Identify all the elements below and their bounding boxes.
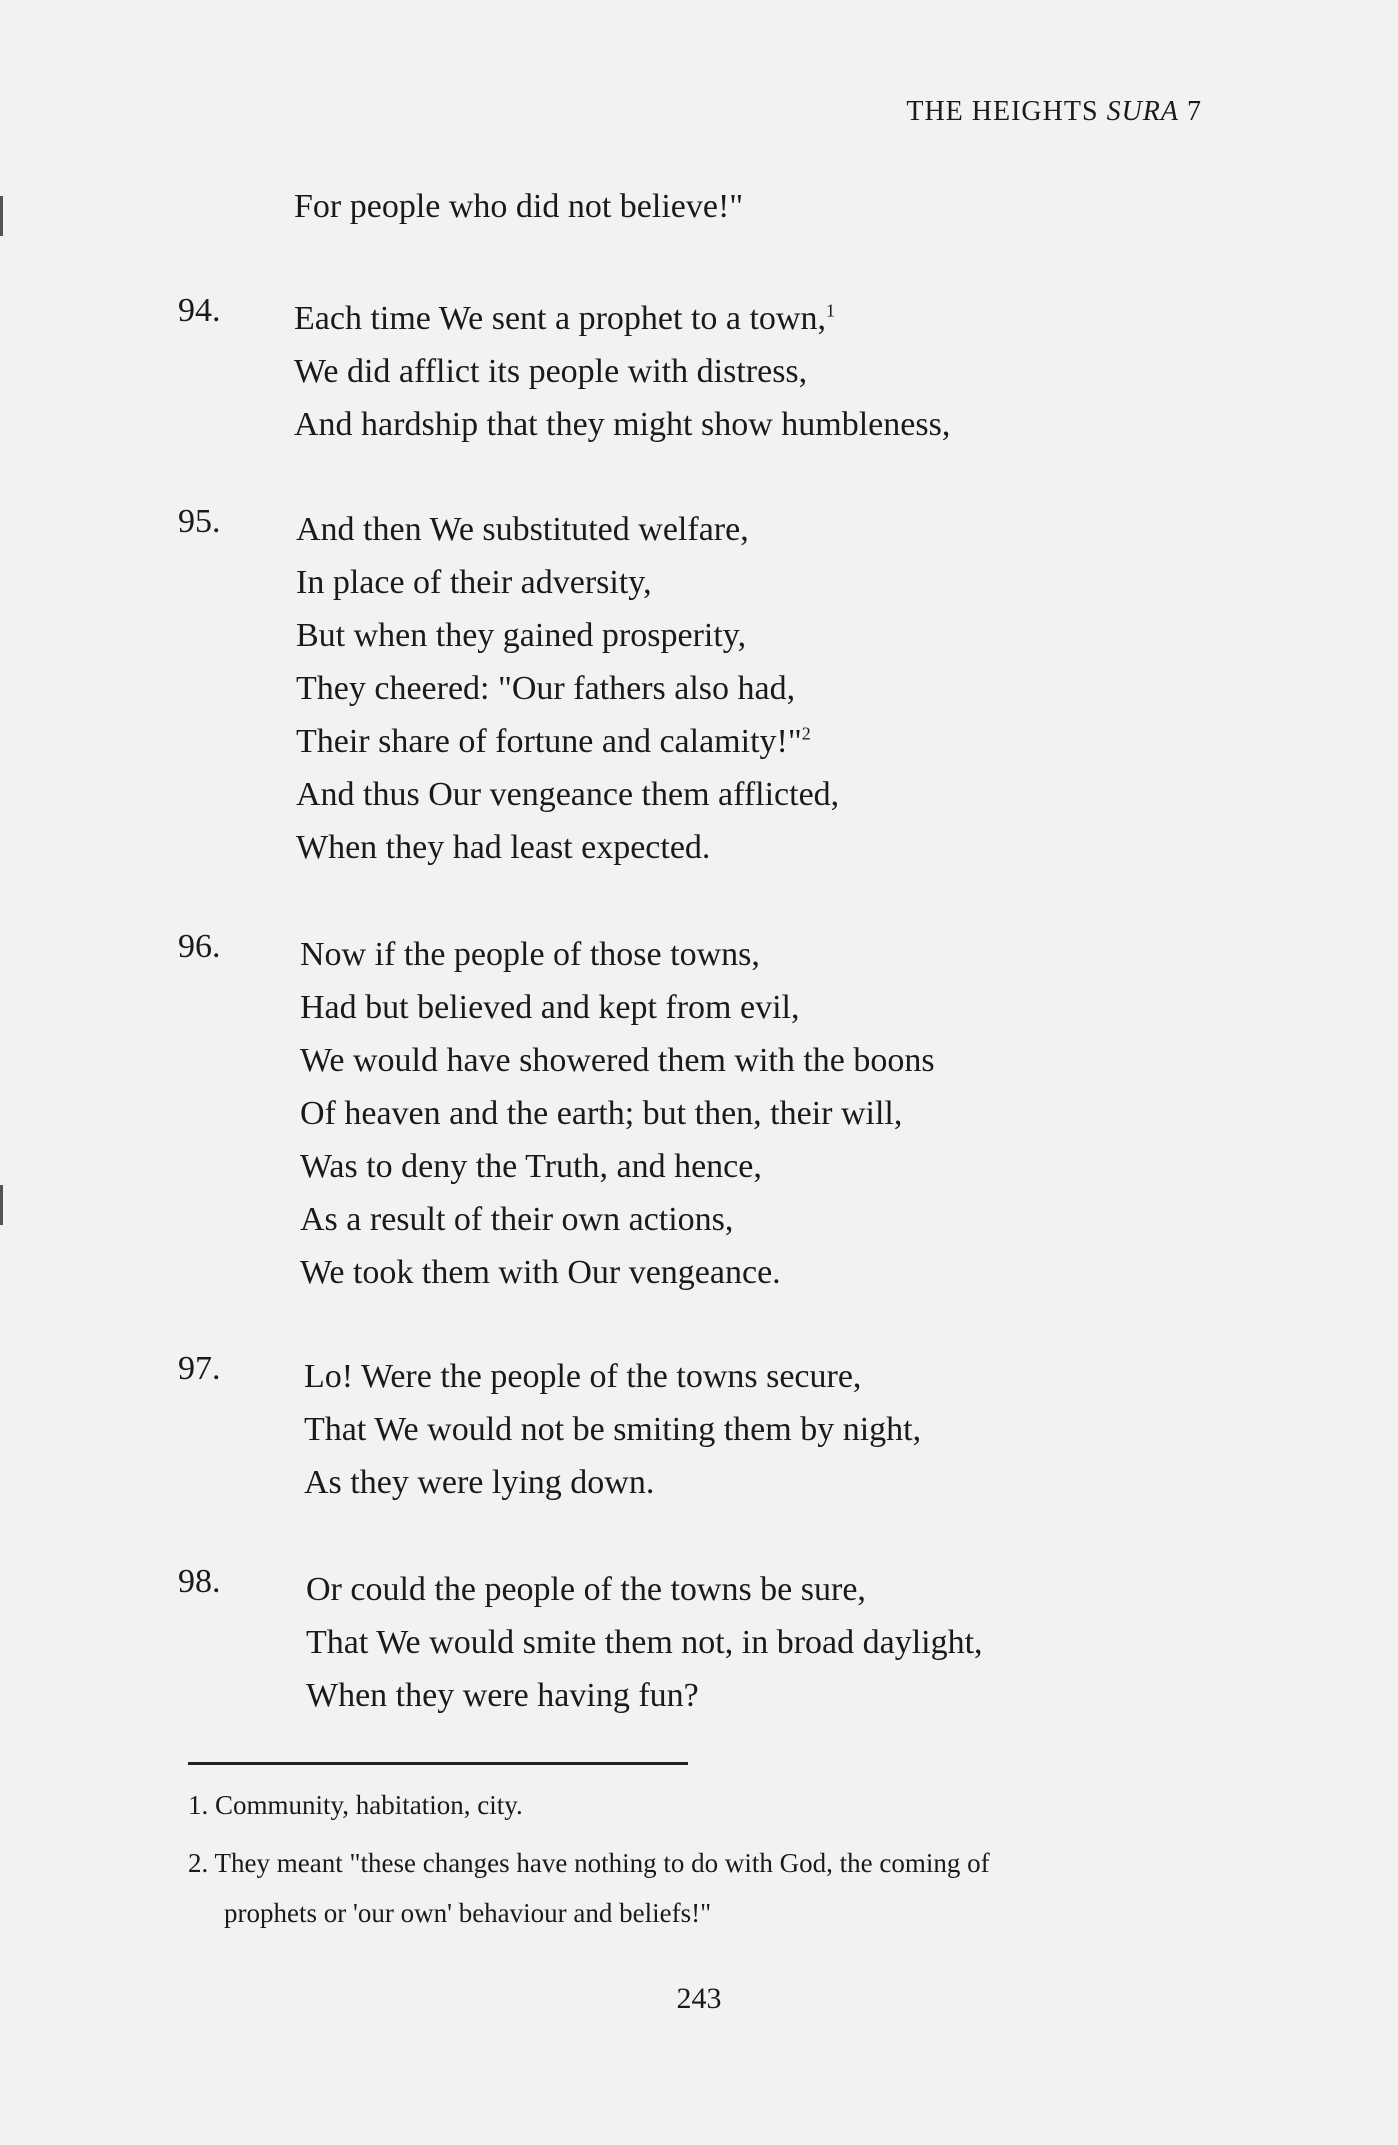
verse-line: That We would smite them not, in broad daylight, — [306, 1624, 983, 1661]
verse-line: We took them with Our vengeance. — [300, 1254, 781, 1291]
verse-line: Was to deny the Truth, and hence, — [300, 1148, 762, 1185]
scan-edge-mark — [0, 196, 3, 236]
footnote-line: 2. They meant "these changes have nothing to do with God, the coming of — [188, 1848, 990, 1878]
verse-lines — [296, 503, 839, 874]
verse-lines — [306, 1563, 983, 1722]
verse-number: 96. — [178, 928, 221, 965]
verse-line: As a result of their own actions, — [300, 1201, 734, 1238]
intro-line: For people who did not believe!" — [294, 188, 744, 225]
verse-line: That We would not be smiting them by night, — [304, 1411, 922, 1448]
running-head-title: THE HEIGHTS — [906, 96, 1099, 127]
verse-number: 95. — [178, 503, 221, 540]
verse-line: Their share of fortune and calamity!"$^2$ — [296, 723, 811, 760]
scan-edge-mark — [0, 1185, 3, 1225]
running-head-sura: SURA — [1106, 96, 1179, 127]
page-number: 243 — [676, 1982, 722, 2015]
verse-line: We did afflict its people with distress, — [294, 353, 808, 390]
verse-number: 94. — [178, 292, 221, 329]
verse-number: 97. — [178, 1350, 221, 1387]
verse-line: Lo! Were the people of the towns secure, — [304, 1358, 862, 1395]
verse-line: Now if the people of those towns, — [300, 936, 760, 973]
verse-line: Each time We sent a prophet to a town,$^1$ — [294, 300, 835, 337]
verse-line: And then We substituted welfare, — [296, 511, 749, 548]
verse-line: We would have showered them with the boons — [300, 1042, 935, 1079]
verse-line: When they had least expected. — [296, 829, 711, 866]
verse-lines — [304, 1350, 921, 1509]
verse-line: As they were lying down. — [304, 1464, 655, 1501]
verse-line: Of heaven and the earth; but then, their will, — [300, 1095, 903, 1132]
footnote-1 — [188, 1780, 990, 1830]
footnotes — [188, 1780, 990, 1938]
verse-line: And thus Our vengeance them afflicted, — [296, 776, 840, 813]
verse-line: But when they gained prosperity, — [296, 617, 747, 654]
verse-line: When they were having fun? — [306, 1677, 699, 1714]
verse-line: In place of their adversity, — [296, 564, 652, 601]
footnote-line: 1. Community, habitation, city. — [188, 1790, 523, 1820]
footnote-divider — [188, 1762, 688, 1765]
footnote-mark: 1 — [825, 300, 835, 321]
verse-line: Had but believed and kept from evil, — [300, 989, 800, 1026]
running-head — [906, 96, 1202, 128]
verse-line: Or could the people of the towns be sure, — [306, 1571, 866, 1608]
running-head-number: 7 — [1187, 96, 1202, 127]
verse-lines — [294, 292, 950, 451]
verse-line: They cheered: "Our fathers also had, — [296, 670, 796, 707]
verse-number: 98. — [178, 1563, 221, 1600]
verse-line: And hardship that they might show humbleness, — [294, 406, 951, 443]
footnote-mark: 2 — [801, 723, 811, 744]
footnote-line: prophets or 'our own' behaviour and beliefs!" — [224, 1898, 712, 1928]
footnote-2 — [188, 1838, 990, 1938]
verse-lines — [300, 928, 935, 1299]
